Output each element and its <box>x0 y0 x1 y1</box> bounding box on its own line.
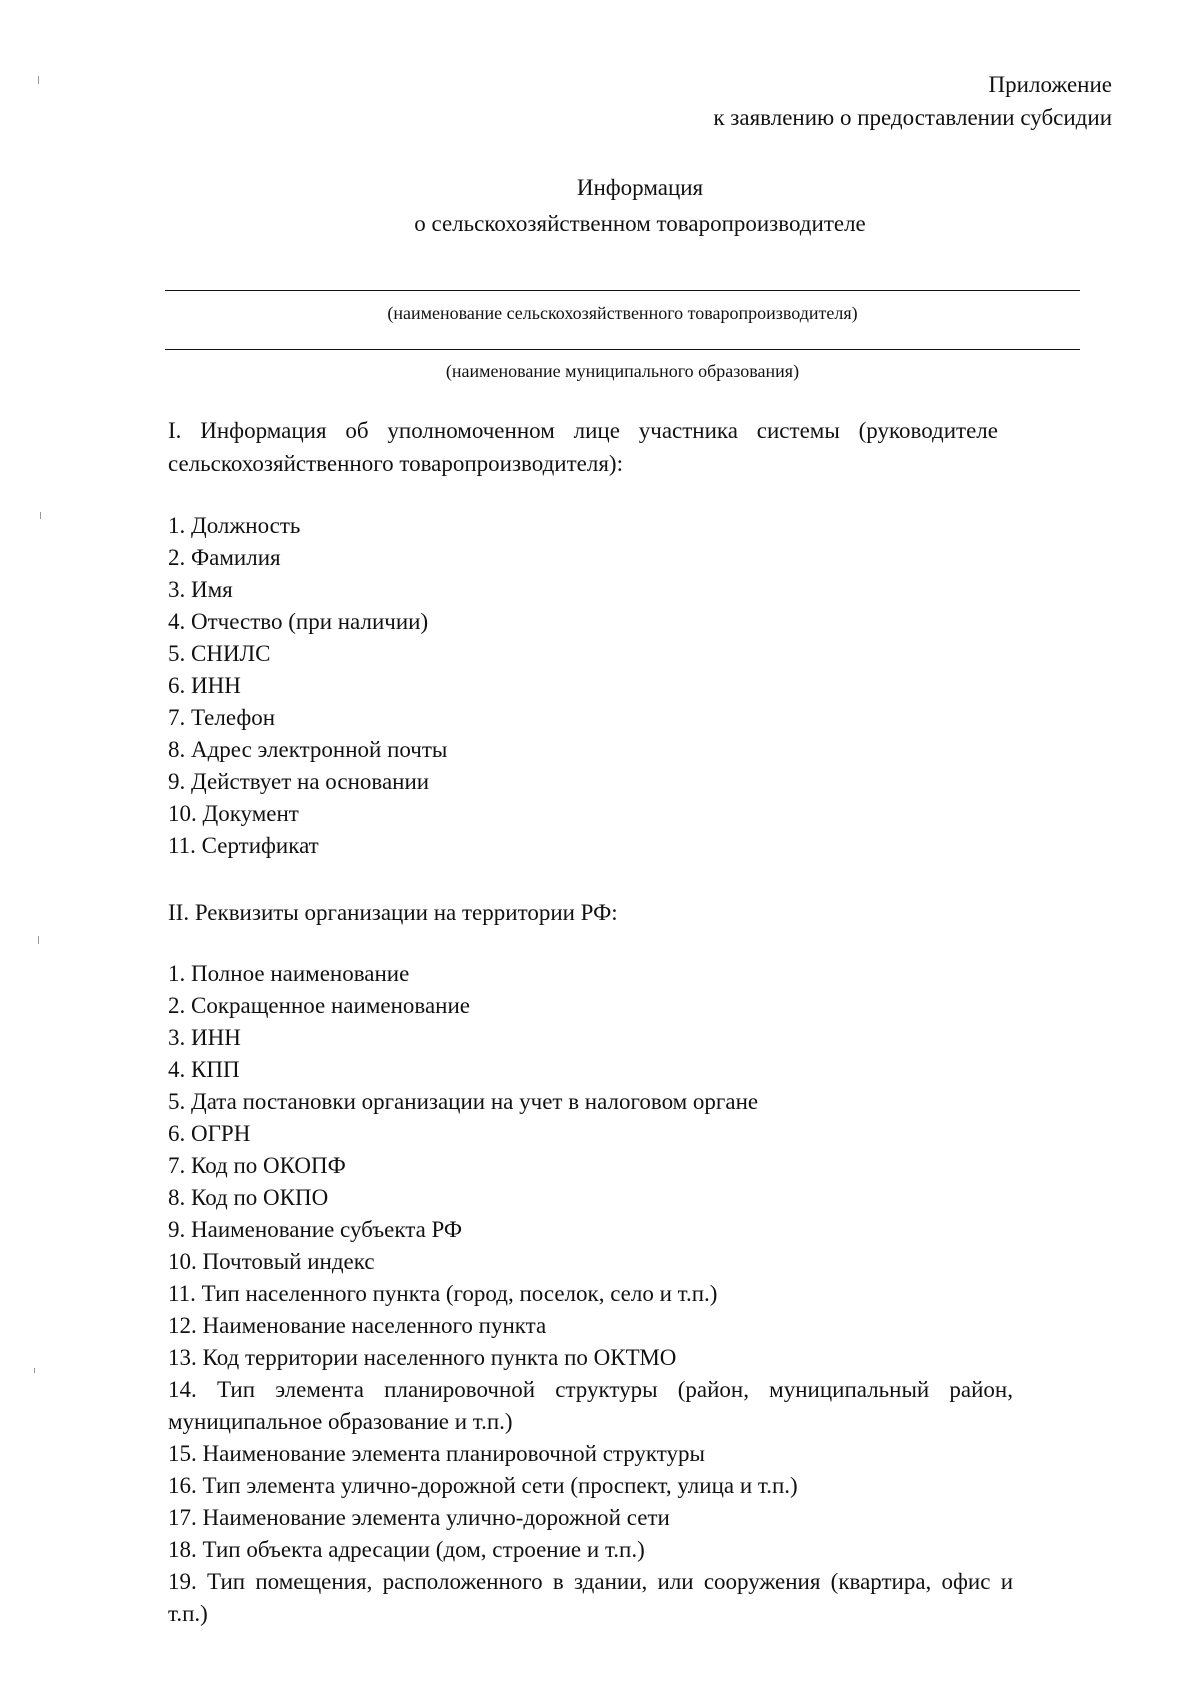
list-item: 10. Документ <box>168 801 299 826</box>
scan-speck <box>38 76 39 84</box>
list-item: 8. Адрес электронной почты <box>168 737 448 762</box>
list-item: 7. Телефон <box>168 705 276 730</box>
section-1-list <box>168 510 1018 862</box>
list-item: 16. Тип элемента улично-дорожной сети (проспект, улица и т.п.) <box>168 1473 798 1498</box>
list-item: 11. Тип населенного пункта (город, поселок, село и т.п.) <box>168 1281 718 1306</box>
appendix-note <box>713 68 1112 134</box>
appendix-line-1: Приложение <box>988 72 1112 97</box>
scan-speck <box>40 512 41 519</box>
list-item: 9. Наименование субъекта РФ <box>168 1217 463 1242</box>
document-title-line-2: о сельскохозяйственном товаропроизводителе <box>414 211 866 236</box>
municipality-name-caption: (наименование муниципального образования) <box>445 361 800 381</box>
appendix-line-2: к заявлению о предоставлении субсидии <box>713 105 1112 130</box>
section-2-heading: II. Реквизиты организации на территории РФ: <box>168 900 618 925</box>
list-item: 4. КПП <box>168 1057 240 1082</box>
list-item: 4. Отчество (при наличии) <box>168 609 429 634</box>
list-item: 6. ОГРН <box>168 1121 251 1146</box>
list-item: 15. Наименование элемента планировочной структуры <box>168 1441 706 1466</box>
list-item: 10. Почтовый индекс <box>168 1249 375 1274</box>
list-item: 19. Тип помещения, расположенного в здании, или сооружения (квартира, офис и т.п.) <box>168 1569 1013 1626</box>
list-item: 11. Сертификат <box>168 833 319 858</box>
list-item: 12. Наименование населенного пункта <box>168 1313 547 1338</box>
document-title <box>0 170 1200 242</box>
list-item: 2. Сокращенное наименование <box>168 993 470 1018</box>
list-item: 2. Фамилия <box>168 545 281 570</box>
scan-speck <box>34 1368 35 1373</box>
list-item: 7. Код по ОКОПФ <box>168 1153 346 1178</box>
producer-name-caption: (наименование сельскохозяйственного товаропроизводителя) <box>387 303 858 323</box>
list-item: 13. Код территории населенного пункта по ОКТМО <box>168 1345 677 1370</box>
list-item: 14. Тип элемента планировочной структуры (район, муниципальный район, муниципальное образование и т.п.) <box>168 1377 1013 1434</box>
list-item: 17. Наименование элемента улично-дорожной сети <box>168 1505 670 1530</box>
list-item: 9. Действует на основании <box>168 769 430 794</box>
producer-name-line <box>165 290 1080 291</box>
section-2-list <box>168 958 1018 1630</box>
document-title-line-1: Информация <box>576 175 704 200</box>
list-item: 5. СНИЛС <box>168 641 271 666</box>
municipality-name-line <box>165 349 1080 350</box>
section-1-heading: I. Информация об уполномоченном лице участника системы (руководителе сельскохозяйственного товаропроизводителя): <box>168 418 998 476</box>
list-item: 3. Имя <box>168 577 233 602</box>
list-item: 3. ИНН <box>168 1025 241 1050</box>
list-item: 8. Код по ОКПО <box>168 1185 329 1210</box>
list-item: 1. Полное наименование <box>168 961 410 986</box>
list-item: 5. Дата постановки организации на учет в налоговом органе <box>168 1089 759 1114</box>
list-item: 1. Должность <box>168 513 301 538</box>
scan-speck <box>38 936 39 944</box>
list-item: 18. Тип объекта адресации (дом, строение и т.п.) <box>168 1537 645 1562</box>
list-item: 6. ИНН <box>168 673 241 698</box>
